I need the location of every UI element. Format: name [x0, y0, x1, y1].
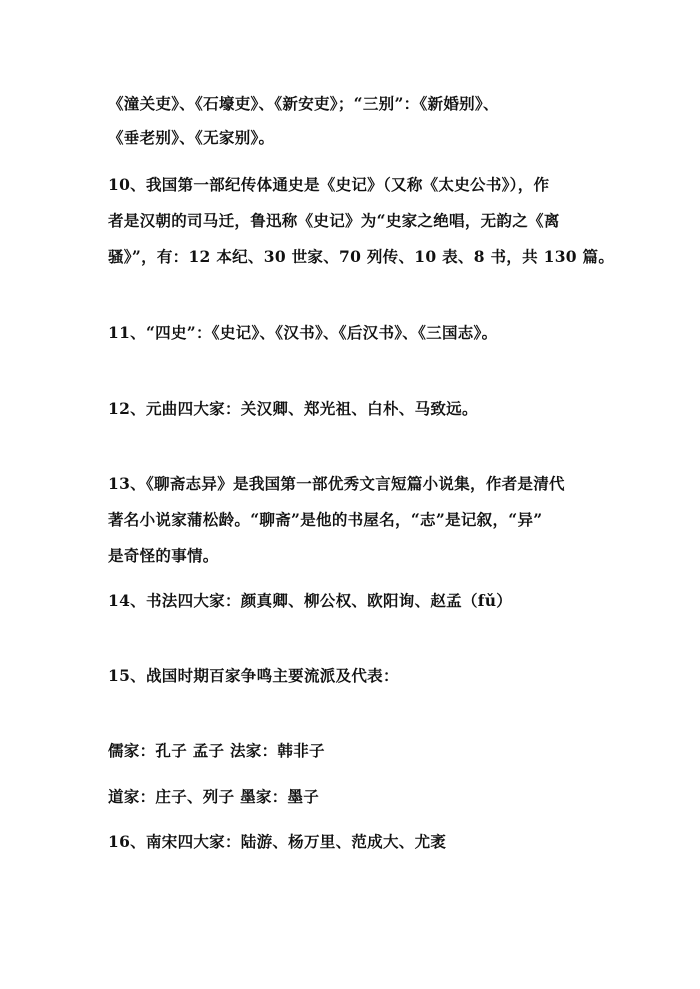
- text-line-2: 《垂老别》、《无家别》。: [108, 128, 275, 147]
- text-line-4: 者是汉朝的司马迁，鲁迅称《史记》为“史家之绝唱，无韵之《离: [108, 211, 560, 230]
- text-line-13: 儒家：孔子 孟子 法家：韩非子: [108, 741, 325, 760]
- text-line-12: 15、战国时期百家争鸣主要流派及代表：: [108, 666, 399, 685]
- text-line-11: 14、书法四大家：颜真卿、柳公权、欧阳询、赵孟（fǔ）: [108, 591, 513, 610]
- text-line-9: 著名小说家蒲松龄。“聊斋”是他的书屋名，“志”是记叙，“异”: [108, 510, 543, 529]
- text-line-7: 12、元曲四大家：关汉卿、郑光祖、白朴、马致远。: [108, 399, 478, 418]
- text-line-6: 11、“四史”：《史记》、《汉书》、《后汉书》、《三国志》。: [108, 323, 498, 342]
- text-line-5: 骚》”，有：12 本纪、30 世家、70 列传、10 表、8 书，共 130 篇。: [108, 247, 615, 266]
- text-line-14: 道家：庄子、列子 墨家：墨子: [108, 787, 320, 806]
- text-line-10: 是奇怪的事情。: [108, 546, 219, 565]
- text-line-8: 13、《聊斋志异》是我国第一部优秀文言短篇小说集，作者是清代: [108, 474, 565, 493]
- text-line-3: 10、我国第一部纪传体通史是《史记》（又称《太史公书》），作: [108, 175, 550, 194]
- text-line-15: 16、南宋四大家：陆游、杨万里、范成大、尤袤: [108, 832, 447, 851]
- text-line-1: 《潼关吏》、《石壕吏》、《新安吏》；“三别”：《新婚别》、: [108, 94, 499, 113]
